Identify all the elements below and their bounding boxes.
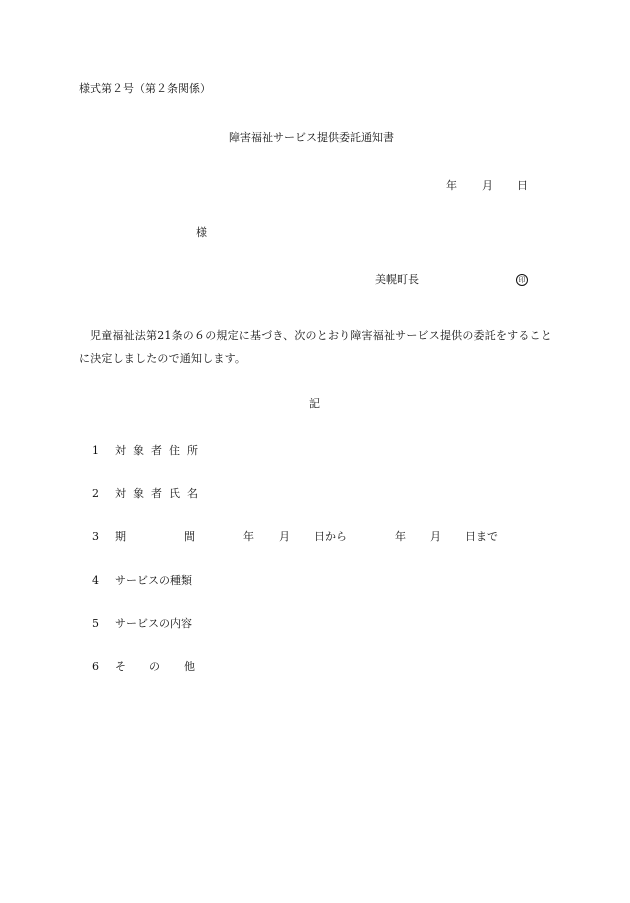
addressee-suffix: 様 [196,226,207,239]
form-number: 様式第２号（第２条関係） [79,82,211,95]
date-year: 年 [446,179,457,192]
period-day-to: 日まで [465,530,498,543]
item-number: 3 [92,530,99,543]
period-month-from: 月 [279,530,290,543]
item-number: 6 [92,660,99,673]
period-day-from: 日から [314,530,347,543]
item-label: 対象者住所 [115,444,205,457]
item-number: 5 [92,617,99,630]
item-number: 1 [92,444,99,457]
seal-mark: 印 [516,274,528,286]
notice-body: 児童福祉法第21条の６の規定に基づき、次のとおり障害福祉サービス提供の委託をすることに決定しましたので通知します。 [79,329,552,365]
item-label-part: 他 [184,660,195,673]
issuer-name: 美幌町長 [375,273,419,286]
item-label-part: そ [115,660,126,673]
item-label: サービスの種類 [115,574,192,587]
item-label-part: の [149,660,160,673]
document-title: 障害福祉サービス提供委託通知書 [229,131,394,144]
date-month: 月 [482,179,493,192]
item-label-part: 間 [184,530,195,543]
period-year-to: 年 [395,530,406,543]
item-label-part: 期 [115,530,126,543]
item-number: 4 [92,574,99,587]
item-label: 対象者氏名 [115,487,205,500]
ki-heading: 記 [309,397,320,410]
item-number: 2 [92,487,99,500]
item-label: サービスの内容 [115,617,192,630]
date-day: 日 [517,179,528,192]
period-month-to: 月 [430,530,441,543]
period-year-from: 年 [243,530,254,543]
